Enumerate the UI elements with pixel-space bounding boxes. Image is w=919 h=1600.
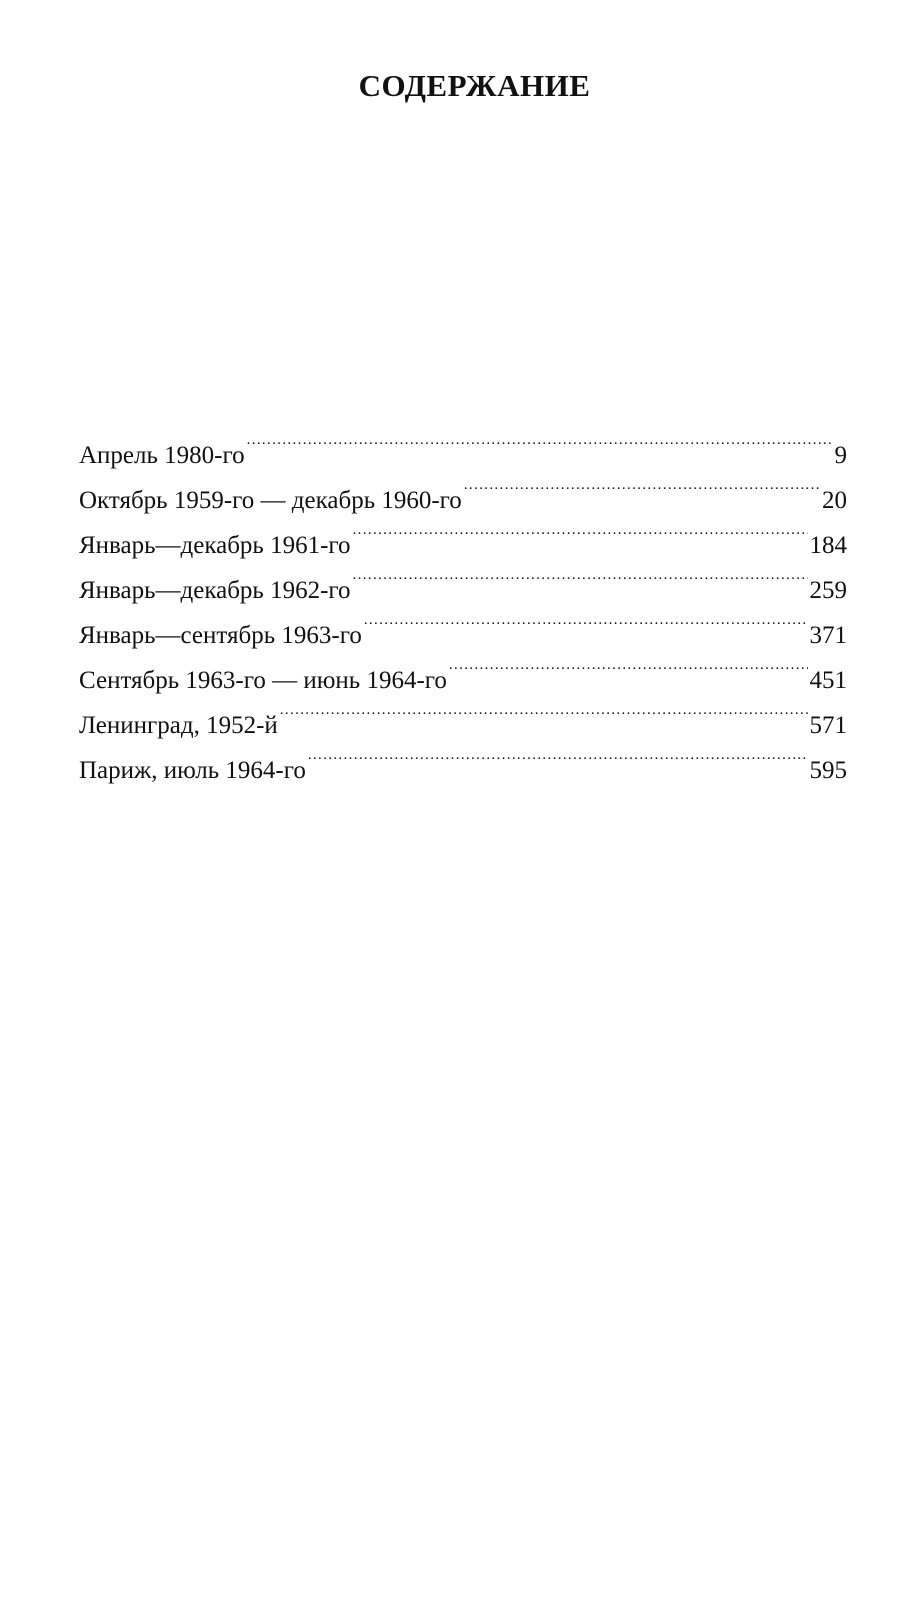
dot-leader [247,418,833,463]
toc-entry-title: Сентябрь 1963-го — июнь 1964-го [79,667,447,694]
dot-leader [308,733,808,778]
toc-entry-title: Октябрь 1959-го — декабрь 1960-го [79,487,462,514]
dot-leader [280,688,808,733]
toc-page-number: 20 [822,487,847,514]
toc-page-number: 595 [809,757,847,784]
toc-page-number: 9 [834,442,847,469]
toc-entry-title: Январь—сентябрь 1963-го [79,622,362,649]
table-of-contents [79,418,847,784]
toc-page-number: 184 [809,532,847,559]
toc-page-number: 451 [809,667,847,694]
toc-entry-title: Париж, июль 1964-го [79,757,306,784]
dot-leader [353,508,808,553]
toc-page-number: 371 [809,622,847,649]
dot-leader [353,553,808,598]
toc-entry-title: Январь—декабрь 1961-го [79,532,351,559]
dot-leader [364,598,808,643]
toc-entry-title: Январь—декабрь 1962-го [79,577,351,604]
toc-entry [79,418,847,469]
toc-entry-title: Ленинград, 1952-й [79,712,278,739]
toc-page-number: 259 [809,577,847,604]
dot-leader [449,643,808,688]
toc-entry-title: Апрель 1980-го [79,442,245,469]
page-title: СОДЕРЖАНИЕ [358,68,591,103]
dot-leader [464,463,820,508]
toc-page-number: 571 [809,712,847,739]
